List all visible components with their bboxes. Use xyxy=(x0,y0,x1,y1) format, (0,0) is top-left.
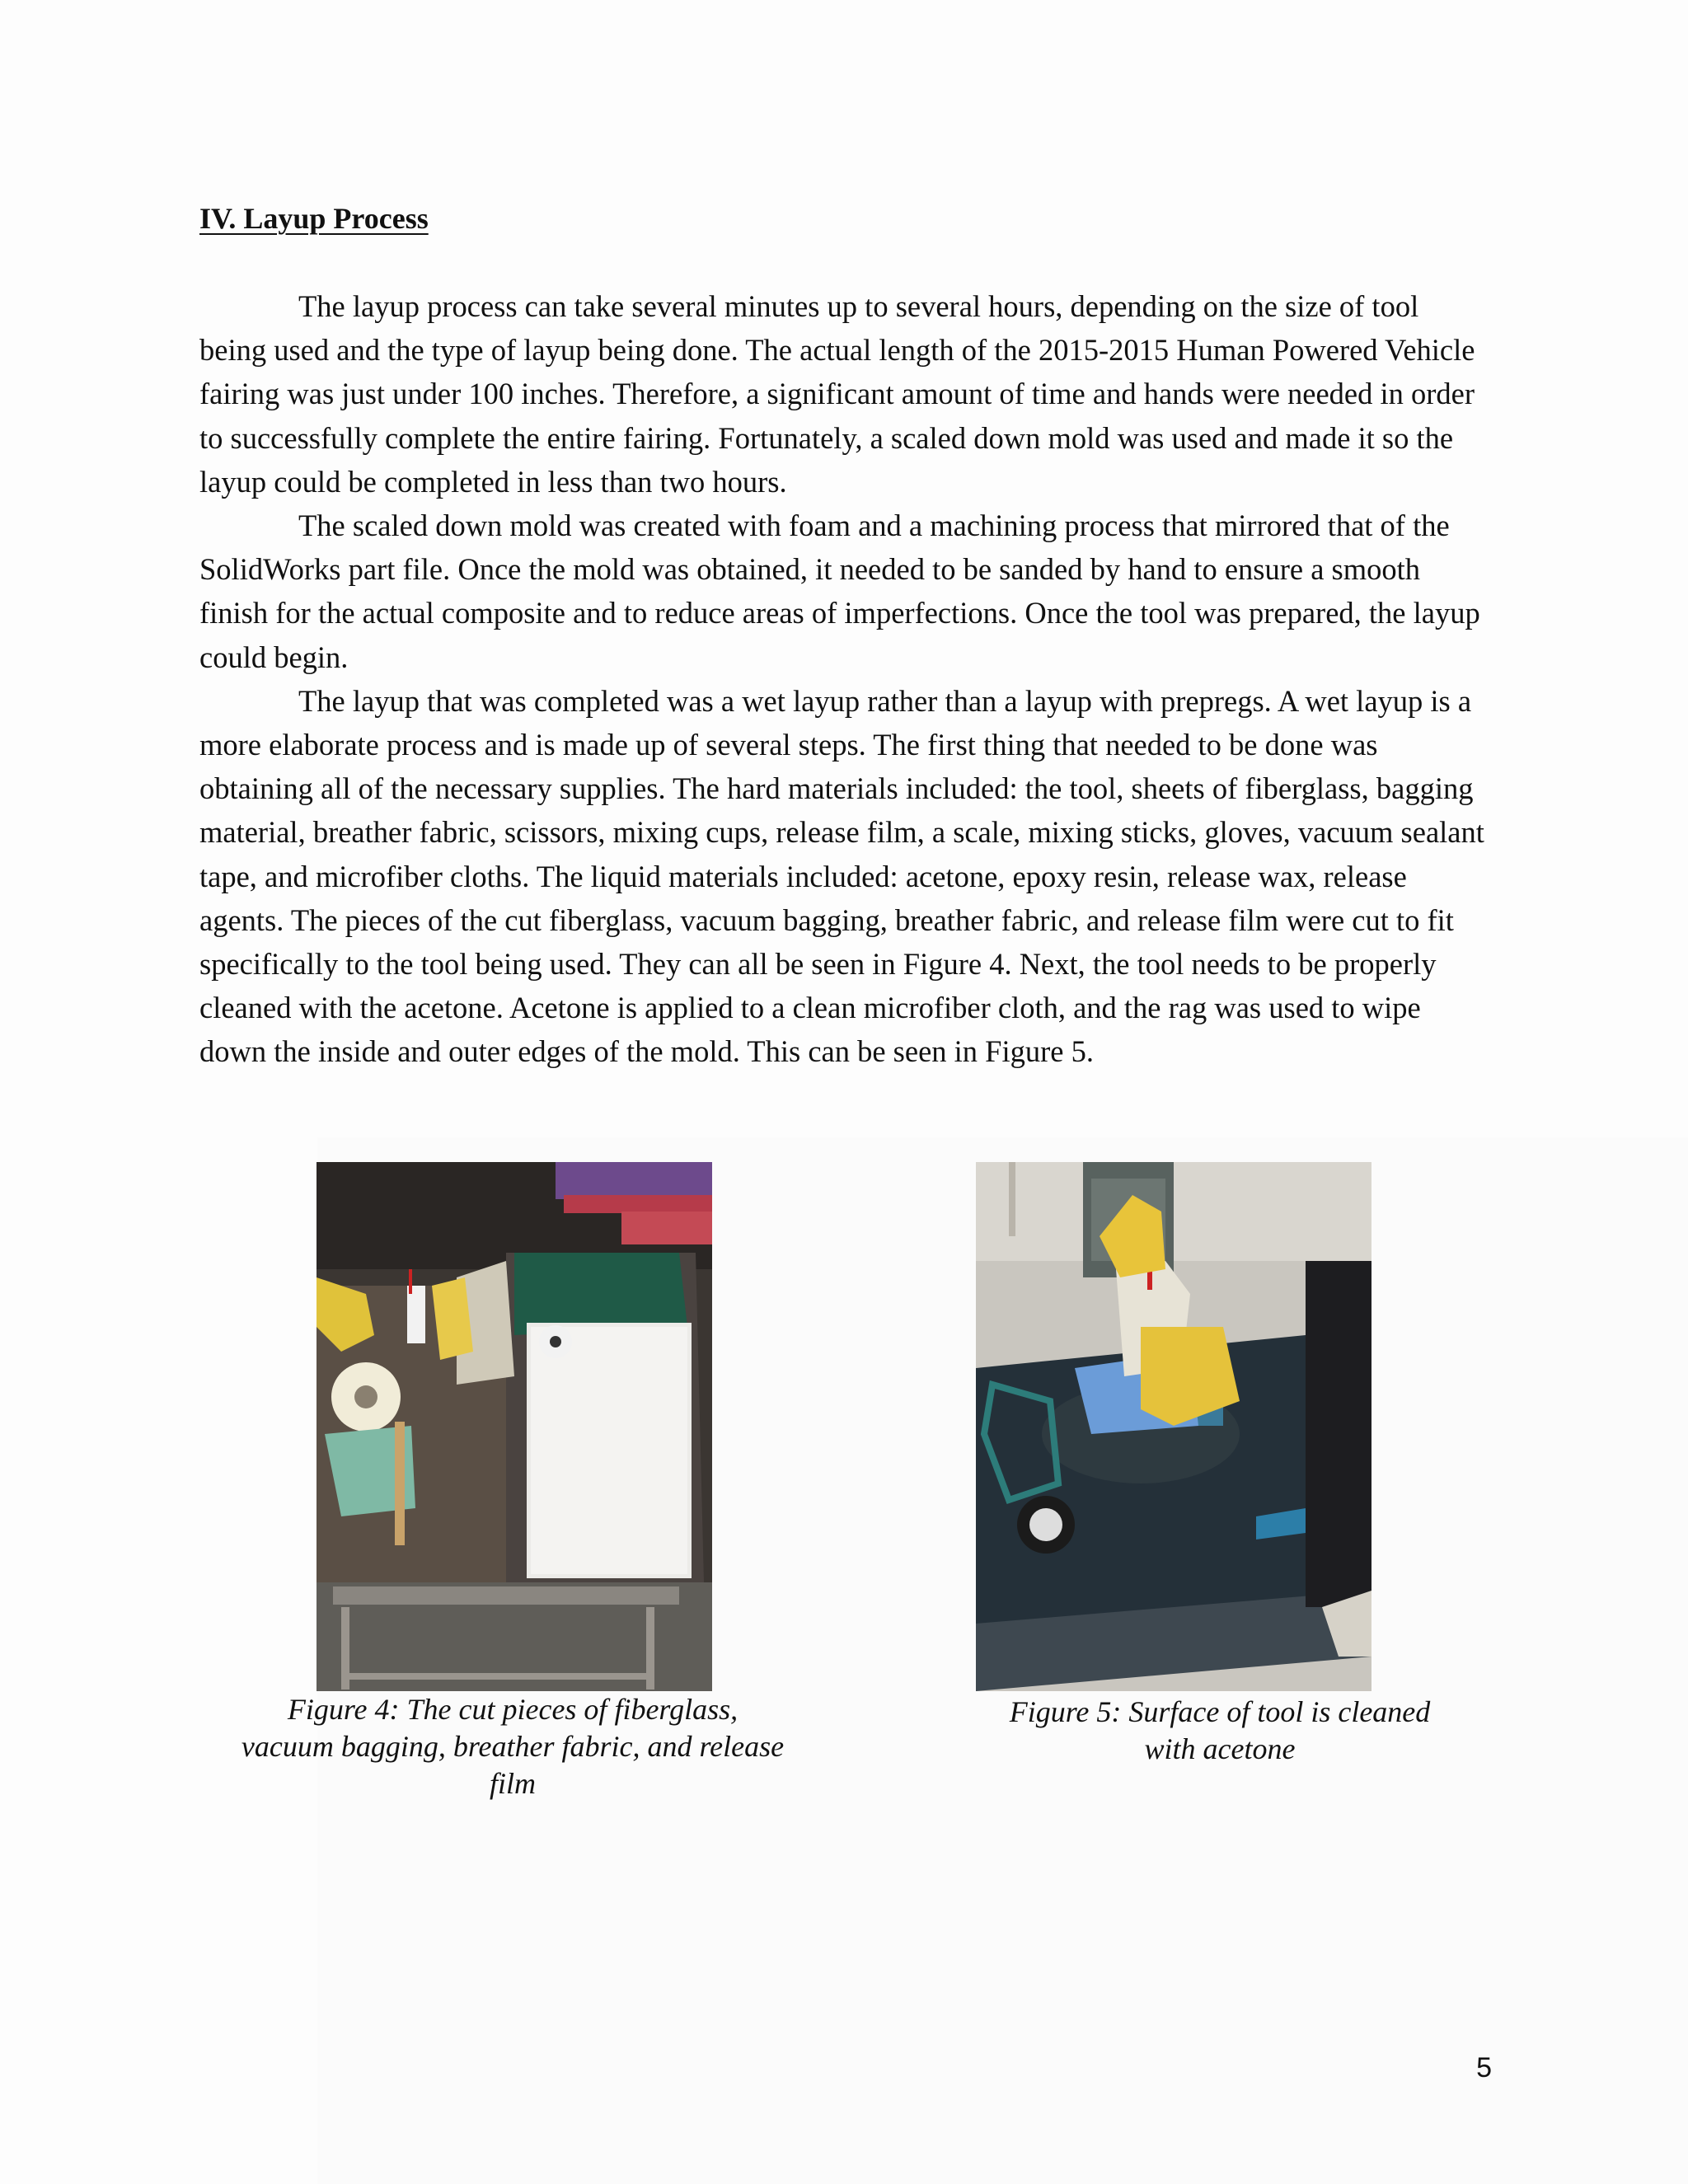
fiberglass-layup-photo xyxy=(316,1162,712,1691)
figure-4-photo xyxy=(316,1162,712,1691)
section-heading: IV. Layup Process xyxy=(199,202,429,235)
paragraph-3: The layup that was completed was a wet layup rather than a layup with prepregs. A wet layup is a more elaborate process and is made up of several steps. The first thing that needed to be done was obtaining all of the necessary supplies. The hard materials included: the tool, sheets of fiberglass, bagging material, breather fabric, scissors, mixing cups, release film, a scale, mixing sticks, gloves, vacuum sealant tape, and microfiber cloths. The liquid materials included: acetone, epoxy resin, release wax, release agents. The pieces of the cut fiberglass, vacuum bagging, breather fabric, and release film were cut to fit specifically to the tool being used. They can all be seen in Figure 4. Next, the tool needs to be properly cleaned with the acetone. Acetone is applied to a clean microfiber cloth, and the rag was used to wipe down the inside and outer edges of the mold. This can be seen in Figure 5. xyxy=(199,683,1484,1069)
figure-4-caption xyxy=(199,1691,826,1802)
figure-5-photo xyxy=(976,1162,1372,1691)
figure-4-caption-line-1: Figure 4: The cut pieces of fiberglass, xyxy=(287,1693,738,1726)
paragraph-1: The layup process can take several minutes up to several hours, depending on the size of tool being used and the type of layup being done. The actual length of the 2015-2015 Human Powered Vehicle fairing was just under 100 inches. Therefore, a significant amount of time and hands were needed in order to successfully complete the entire fairing. Fortunately, a scaled down mold was used and made it so the layup could be completed in less than two hours. xyxy=(199,289,1475,499)
figure-5-caption xyxy=(956,1694,1484,1768)
tool-cleaning-photo xyxy=(976,1162,1372,1691)
body-text xyxy=(199,284,1485,1074)
paragraph-2: The scaled down mold was created with foam and a machining process that mirrored that of the SolidWorks part file. Once the mold was obtained, it needed to be sanded by hand to ensure a smooth finish for the actual composite and to reduce areas of imperfections. Once the tool was prepared, the layup could begin. xyxy=(199,509,1480,674)
page-number: 5 xyxy=(1476,2052,1492,2083)
figure-4-caption-line-2: vacuum bagging, breather fabric, and release xyxy=(241,1730,785,1763)
figure-5-caption-line-1: Figure 5: Surface of tool is cleaned xyxy=(1009,1695,1431,1728)
figure-5-caption-line-2: with acetone xyxy=(1144,1732,1296,1765)
figure-4-caption-line-3: film xyxy=(489,1767,536,1800)
